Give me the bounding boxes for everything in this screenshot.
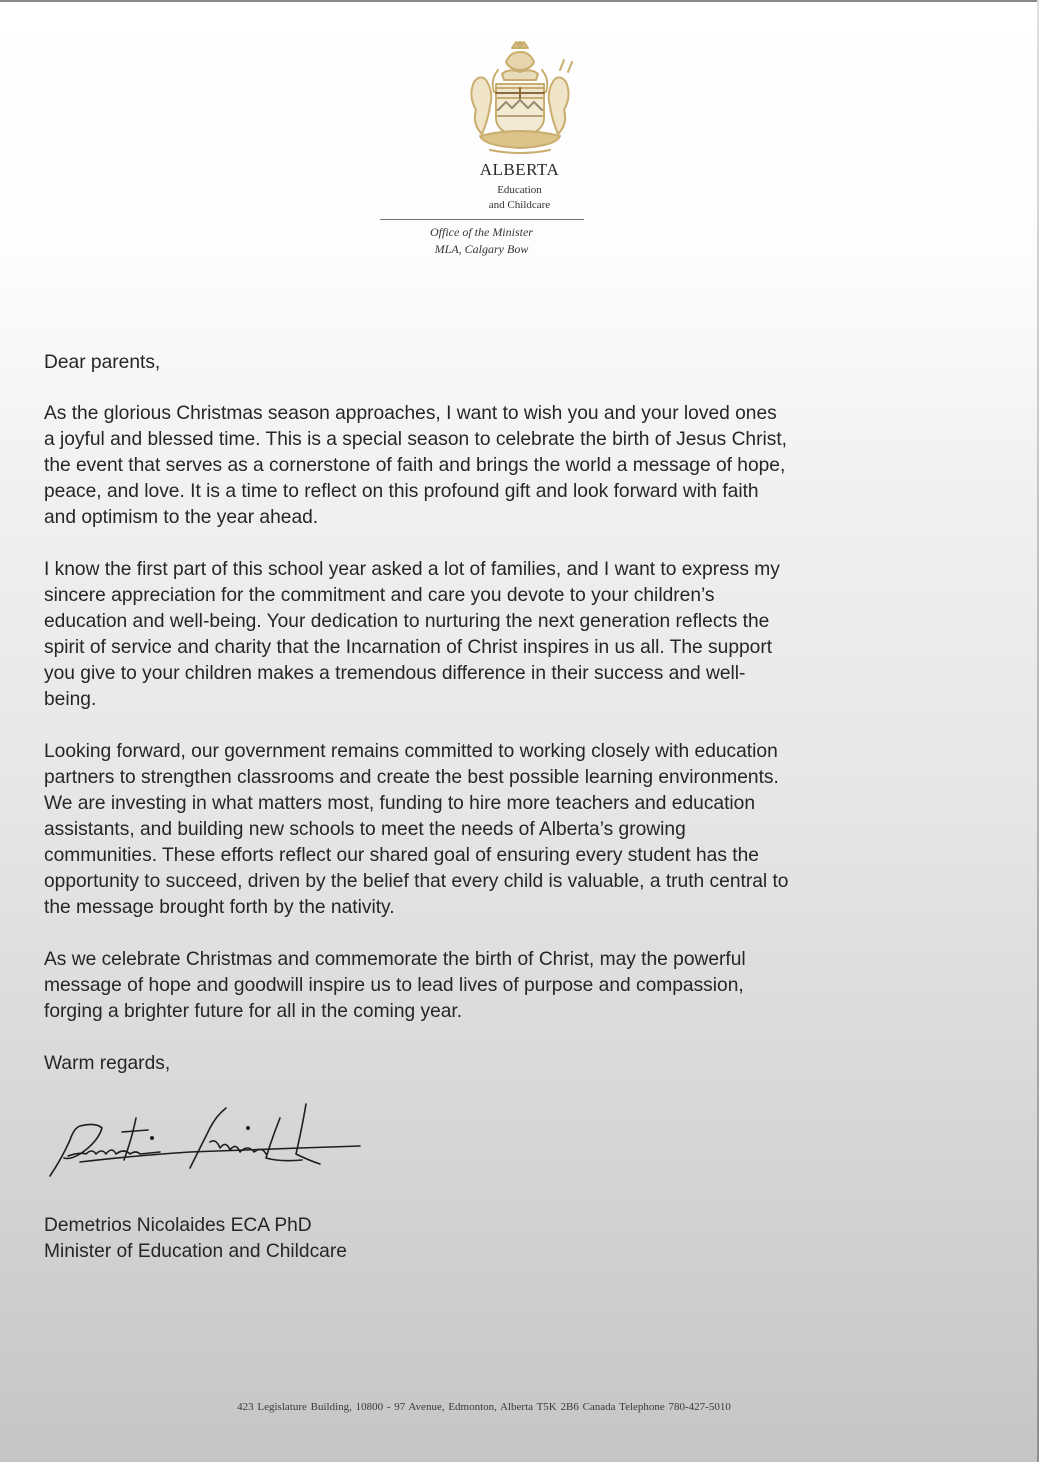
- footer-address: 423 Legislature Building, 10800 - 97 Avenue, Edmonton, Alberta T5K 2B6 Canada Telephone 780-427-5010: [237, 1401, 731, 1413]
- org-name: ALBERTA: [479, 160, 560, 179]
- letterhead-divider: [380, 219, 584, 220]
- alberta-coat-of-arms-icon: [460, 40, 580, 158]
- signatory-title: Minister of Education and Childcare: [44, 1241, 347, 1262]
- paragraph: Looking forward, our government remains committed to working closely with education partners to strengthen classrooms and create the best possible learning environments. We are investing in what matters most, funding to hire more teachers and education assistants, and building new schools to meet the needs of Alberta’s growing communities. These efforts reflect our shared goal of ensuring every student has the opportunity to succeed, driven by the belief that every child is valuable, a truth central to the message brought forth by the nativity.: [44, 741, 789, 918]
- office-line1: Office of the Minister: [430, 225, 533, 239]
- signature-block: [44, 1213, 347, 1265]
- page-top-border: [0, 0, 1039, 2]
- letter-body: [44, 350, 944, 1077]
- closing: Warm regards,: [44, 1053, 171, 1074]
- signatory-name: Demetrios Nicolaides ECA PhD: [44, 1215, 312, 1236]
- paragraph: I know the first part of this school year asked a lot of families, and I want to express my sincere appreciation for the commitment and care you devote to your children’s education and well-being. Your dedication to nurturing the next generation reflects the spirit of service and charity that the Incarnation of Christ inspires in us all. The support you give to your children makes a tremendous difference in their success and well- being.: [44, 559, 780, 710]
- salutation: Dear parents,: [44, 352, 161, 373]
- handwritten-signature-icon: [40, 1098, 370, 1188]
- letterhead: [0, 40, 1039, 258]
- department-name-line2: and Childcare: [488, 199, 551, 211]
- department-name-line1: Education: [497, 184, 542, 196]
- office-line2: MLA, Calgary Bow: [434, 242, 529, 256]
- paragraph: As the glorious Christmas season approaches, I want to wish you and your loved ones a joyful and blessed time. This is a special season to celebrate the birth of Jesus Christ, the event that serves as a cornerstone of faith and brings the world a message of hope, peace, and love. It is a time to reflect on this profound gift and look forward with faith and optimism to the year ahead.: [44, 403, 788, 528]
- paragraph: As we celebrate Christmas and commemorate the birth of Christ, may the powerful message of hope and goodwill inspire us to lead lives of purpose and compassion, forging a brighter future for all in the coming year.: [44, 949, 746, 1022]
